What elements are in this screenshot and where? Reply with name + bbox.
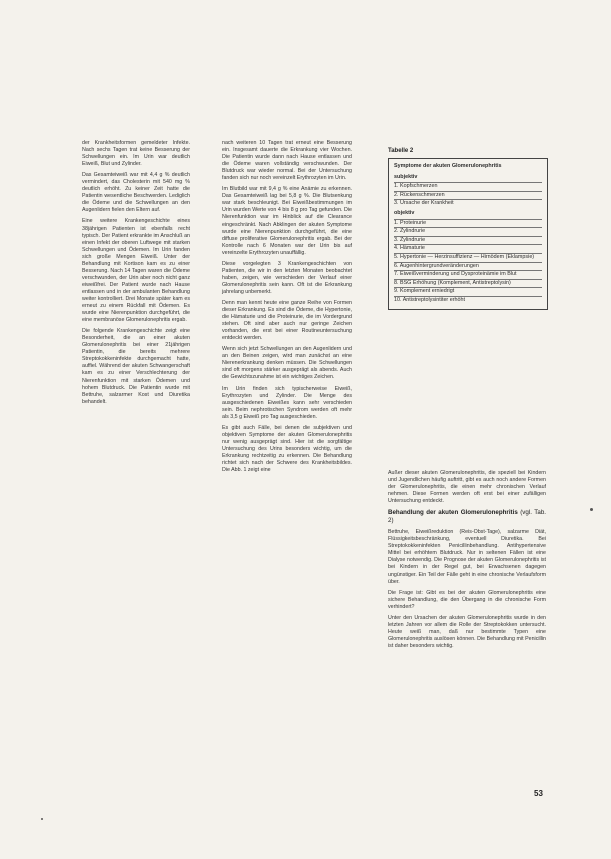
paragraph: Unter den Ursachen der akuten Glomerulonephritis wurde in den letzten Jahren vor allem die Rolle der Streptokokken untersucht. Heute weiß man, daß nur bestimmte Typen eine Glomerulonephritis auslösen können. Die Behandlung mit Penicillin ist daher besonders wichtig. [388, 614, 546, 649]
section-heading-ref: (vgl. Tab. 2) [388, 509, 546, 525]
paragraph: Denn man kennt heute eine ganze Reihe von Formen dieser Erkrankung. Es sind die Ödeme, die Hypertonie, die Hämaturie und die Proteinurie, die im Vordergrund stehen. Oft sind aber auch nur geringe Zeichen vorhanden, die erst bei einer Routineuntersuchung entdeckt werden. [222, 299, 352, 342]
table-row: 2. Zylindrurie [394, 227, 542, 236]
table-row: 2. Rückenschmerzen [394, 191, 542, 200]
paragraph: nach weiteren 10 Tagen trat erneut eine Besserung ein. Insgesamt dauerte die Erkrankung vier Wochen. Die Patientin wurde dann nach Hause entlassen und die Ödeme waren vollständig verschwunden. Der Blutdruck war wieder normal. Bei der Untersuchung fanden sich nur noch vereinzelt Erythrozyten im Urin. [222, 140, 352, 182]
paragraph: Im Blutbild war mit 9,4 g % eine Anämie zu erkennen. Das Gesamteiweiß lag bei 5,8 g %. Die Blutsenkung war stark beschleunigt. Bei Eiweißbestimmungen im Urin wurden Werte von 4 bis 8 g pro Tag gefunden. Die Nierenfunktion war im Hinblick auf die Clearance eingeschränkt. Nach Abklingen der akuten Symptome wurde eine Nierenpunktion durchgeführt, die eine diffuse proliferative Glomerulonephritis ergab. Bei der Kontrolle nach 6 Monaten war der Urin bis auf vereinzelte Erythrozyten unauffällig. [222, 186, 352, 256]
table-subheading-objective: objektiv [394, 209, 415, 216]
paragraph: Es gibt auch Fälle, bei denen die subjektiven und objektiven Symptome der akuten Glomerulonephritis nur wenig ausgeprägt sind. Hier ist die sorgfältige Untersuchung des Urins besonders wichtig, um die Erkrankung rechtzeitig zu erkennen. Die Behandlung richtet sich nach der Schwere des Krankheitsbildes. Die Abb. 1 zeigt eine [222, 424, 352, 474]
paragraph: Die folgende Krankengeschichte zeigt eine Besonderheit, die an einer akuten Glomerulonephritis bei einer 21jährigen Patientin, die bereits mehrere Streptokokkeninfekte durchgemacht hatte, auffiel. Während der akuten Schwangerschaft kam es zu einer Verschlechterung der Nierenfunktion mit starken Ödemen und hohem Blutdruck. Die Patientin wurde mit Bettruhe, salzarmer Kost und Diuretika behandelt. [82, 328, 190, 405]
paragraph: der Krankheitsformen gemeldeter Infekte. Nach sechs Tagen trat keine Besserung der Schwellungen ein. Im Urin war deutlich Eiweiß, Blut und Zylinder. [82, 140, 190, 168]
page-number: 53 [534, 789, 543, 798]
paragraph: Eine weitere Krankengeschichte eines 38jährigen Patienten ist ebenfalls recht typisch. Der Patient erkrankte im Anschluß an einen Infekt der oberen Luftwege mit starken Schwellungen und Ödemen. Im Urin fanden sich große Mengen Eiweiß. Unter der Behandlung mit Kortison kam es zu einer Besserung. Nach 14 Tagen waren die Ödeme verschwunden, der Urin aber noch nicht ganz eiweißfrei. Der Patient wurde nach Hause entlassen und in der ambulanten Behandlung weiter kontrolliert. Drei Monate später kam es erneut zu einem Rückfall mit Ödemen. Es wurde eine Nierenpunktion durchgeführt, die eine membranöse Glomerulonephritis ergab. [82, 218, 190, 324]
table-row: 1. Proteinurie [394, 219, 542, 228]
paragraph: Im Urin finden sich typischerweise Eiweiß, Erythrozyten und Zylinder. Die Menge des ausgeschiedenen Eiweißes kann sehr verschieden sein. Beim nephrotischen Syndrom werden oft mehr als 3,5 g Eiweiß pro Tag ausgeschieden. [222, 385, 352, 420]
table-row: 5. Hypertonie — Herzinsuffizienz — Hirnödem (Eklampsie) [394, 253, 542, 262]
table-row: 8. BSG Erhöhung (Komplement, Antistreptolysin) [394, 279, 542, 288]
table-row: 6. Augenhintergrundveränderungen [394, 262, 542, 271]
table-header: Symptome der akuten Glomerulonephritis [394, 163, 502, 169]
paragraph: Wenn sich jetzt Schwellungen an den Augenlidern und an den Beinen zeigen, wird man zunächst an eine Nierenerkrankung denken müssen. Die Schwellungen sind oft morgens stärker ausgeprägt als abends. Auch die Gewichtszunahme ist ein wichtiges Zeichen. [222, 346, 352, 381]
paragraph: Das Gesamteiweiß war mit 4,4 g % deutlich vermindert, das Cholesterin mit 540 mg % deutlich erhöht. Zu keiner Zeit hatte die Patientin wesentliche Beschwerden. Lediglich die Ödeme und die Schwellungen an den Augenlidern fielen den Eltern auf. [82, 172, 190, 214]
paragraph: Außer dieser akuten Glomerulonephritis, die speziell bei Kindern und Jugendlichen häufig auftritt, gibt es auch noch andere Formen der Glomerulonephritis, die einen mehr chronischen Verlauf nehmen. Diese Formen werden oft erst bei einer zufälligen Untersuchung entdeckt. [388, 470, 546, 505]
table-subheading-subjective: subjektiv [394, 173, 418, 180]
section-heading [388, 509, 546, 525]
text-column-middle [222, 140, 352, 478]
table-row: 3. Zylindrurie [394, 236, 542, 245]
table-row: 9. Komplement erniedrigt [394, 287, 542, 296]
text-column-left [82, 140, 190, 410]
table-row: 7. Eiweißverminderung und Dysproteinämie im Blut [394, 270, 542, 279]
table-row: 4. Hämaturie [394, 244, 542, 253]
table-row: 10. Antistreptolysintiter erhöht [394, 296, 542, 305]
scan-speck [41, 818, 43, 820]
table-row: 1. Kopfschmerzen [394, 182, 542, 191]
paragraph: Bettruhe, Eiweißreduktion (Reis-Obst-Tage), salzarme Diät, Flüssigkeitsbeschränkung, eventuell Diuretika. Bei Streptokokkeninfekten Penicillinbehandlung. Antihypertensive Mittel bei erhöhtem Blutdruck. Nur in seltenen Fällen ist eine Dialyse notwendig. Die Prognose der akuten Glomerulonephritis ist bei Kindern in der Regel gut, bei Erwachsenen dagegen ungünstiger. Ein Teil der Fälle geht in eine chronische Verlaufsform über. [388, 529, 546, 585]
paragraph: Diese vorgelegten 3 Krankengeschichten von Patienten, die wir in den letzten Monaten beobachtet haben, zeigen, wie verschieden der Verlauf einer Glomerulonephritis sein kann. Oft ist die Erkrankung jahrelang unbemerkt. [222, 260, 352, 295]
section-heading-text: Behandlung der akuten Glomerulonephritis [388, 509, 518, 517]
table-title: Tabelle 2 [388, 148, 414, 154]
text-column-right [388, 470, 546, 654]
scan-speck [590, 508, 593, 511]
paragraph: Die Frage ist: Gibt es bei der akuten Glomerulonephritis eine sichere Behandlung, die den Übergang in die chronische Form verhindert? [388, 589, 546, 610]
table-row: 3. Ursache der Krankheit [394, 199, 542, 208]
symptom-table [388, 158, 548, 310]
